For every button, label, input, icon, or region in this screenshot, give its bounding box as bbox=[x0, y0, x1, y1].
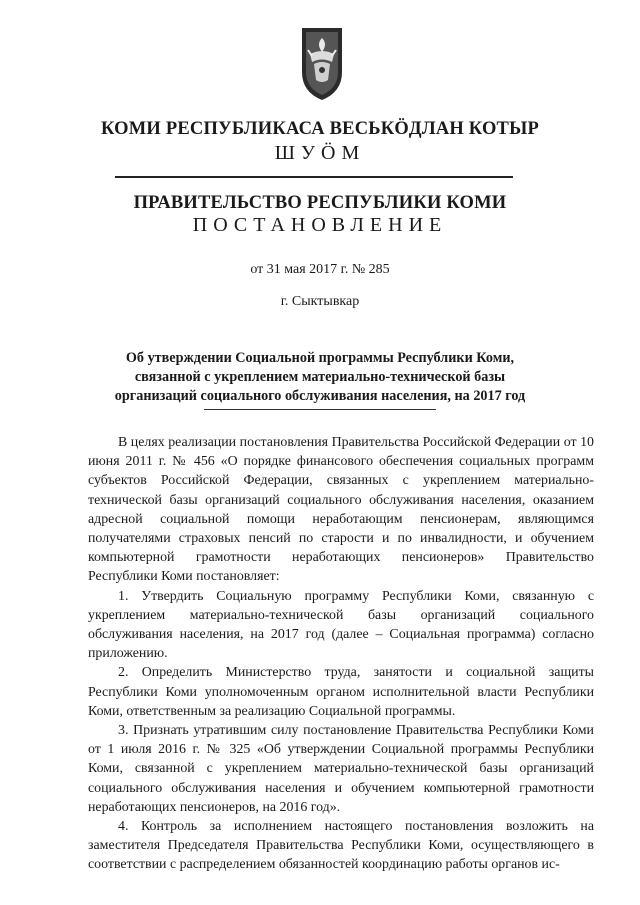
item-3-paragraph: 3. Признать утратившим силу постановление Правительства Республики Коми от 1 июля 2016 г. № 325 «Об утверждении Социальной программы Республики Коми, связанной с укреплением материально-технической базы организаций социального обслуживания населения и обучением компьютерной грамотности неработающих пенсионеров, на 2016 год». bbox=[88, 723, 594, 815]
date-number: от 31 мая 2017 г. № 285 bbox=[250, 262, 390, 277]
title-underline bbox=[204, 409, 436, 410]
item-1-paragraph: 1. Утвердить Социальную программу Республики Коми, связанную с укреплением материально-технической базы организаций социального обслуживания населения, на 2017 год (далее – Социальная программа) согласно приложению. bbox=[88, 588, 594, 662]
komi-government-heading: КОМИ РЕСПУБЛИКАСА ВЕСЬКӦДЛАН КОТЫР bbox=[101, 119, 539, 139]
coat-of-arms-emblem bbox=[298, 22, 346, 102]
title-line: связанной с укреплением материально-технической базы bbox=[134, 369, 506, 385]
russian-government-heading: ПРАВИТЕЛЬСТВО РЕСПУБЛИКИ КОМИ bbox=[133, 193, 507, 213]
intro-paragraph: В целях реализации постановления Правительства Российской Федерации от 10 июня 2011 г. № 456 «О порядке финансового обеспечения социальных программ субъектов Российской Федерации, связанных с укреплением материально-технической базы организаций социального обслуживания населения, оказанием адресной социальной помощи неработающим пенсионерам, являющимся получателями страховых пенсий по старости и по инвалидности, и обучением компьютерной грамотности неработающих пенсионеров» Правительство Республики Коми постановляет: bbox=[88, 435, 594, 585]
header-divider bbox=[115, 176, 513, 178]
document-body bbox=[88, 433, 594, 875]
komi-document-type: ШУӦМ bbox=[274, 142, 366, 164]
coat-of-arms-icon bbox=[298, 22, 346, 102]
russian-document-type: ПОСТАНОВЛЕНИЕ bbox=[192, 214, 448, 236]
city: г. Сыктывкар bbox=[280, 294, 360, 309]
document-title bbox=[80, 349, 560, 406]
title-line: организаций социального обслуживания населения, на 2017 год bbox=[114, 388, 526, 404]
title-line: Об утверждении Социальной программы Республики Коми, bbox=[125, 350, 515, 366]
item-2-paragraph: 2. Определить Министерство труда, занятости и социальной защиты Республики Коми уполномоченным органом исполнительной власти Республики Коми, ответственным за реализацию Социальной программы. bbox=[88, 665, 594, 719]
item-4-paragraph: 4. Контроль за исполнением настоящего постановления возложить на заместителя Председателя Правительства Республики Коми, осуществляющего в соответствии с распределением обязанностей координацию работы органов ис- bbox=[88, 819, 594, 873]
